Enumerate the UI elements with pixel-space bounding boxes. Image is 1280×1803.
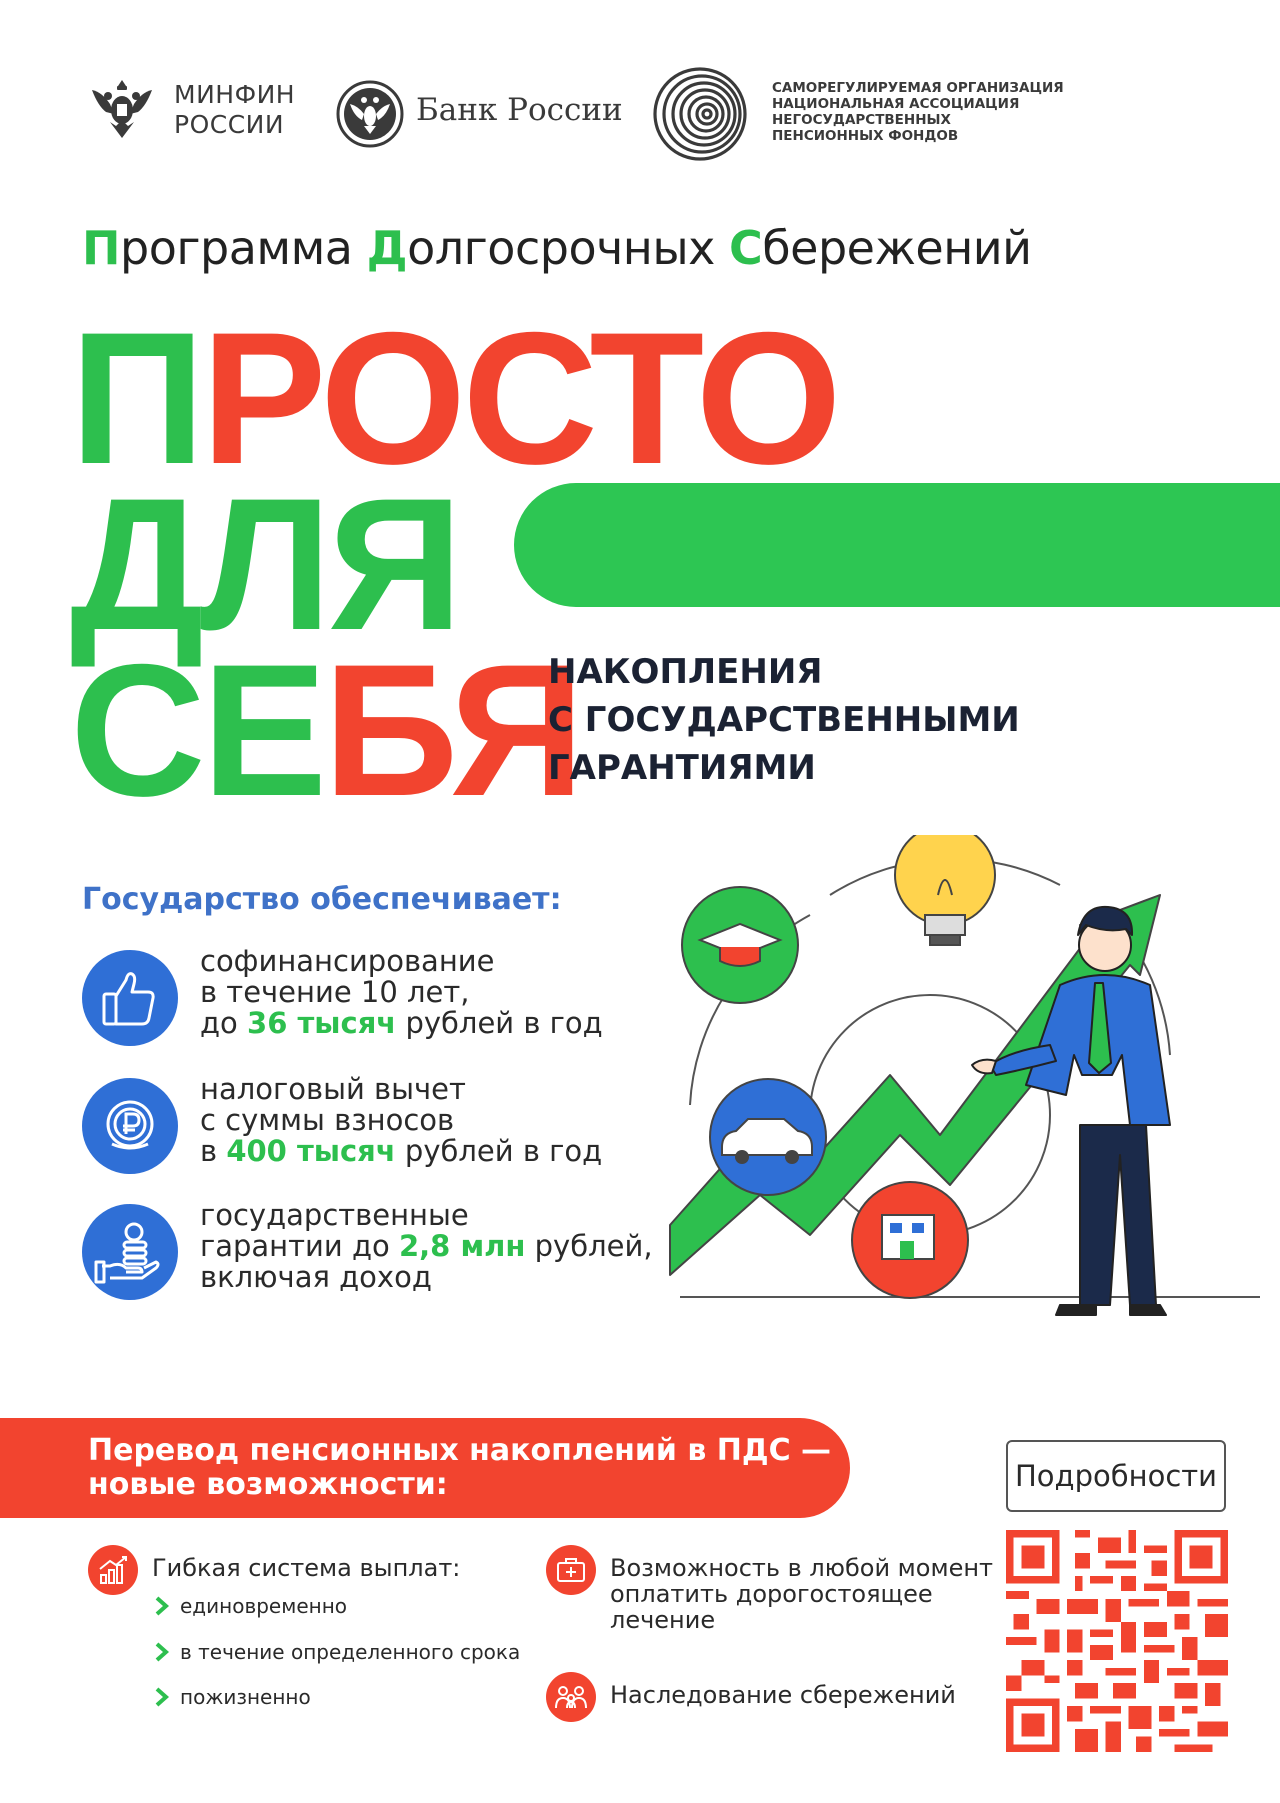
- benefit-text-part: в: [200, 1134, 227, 1168]
- sro-line: НЕГОСУДАРСТВЕННЫХ: [772, 112, 951, 128]
- treatment-line: оплатить дорогостоящее: [610, 1580, 933, 1608]
- payment-option: [180, 1594, 347, 1618]
- headline-word: РОСТО: [201, 293, 838, 503]
- minfin-logo-text: [174, 80, 295, 140]
- benefit-text: [200, 946, 603, 1039]
- benefit-line: с суммы взносов: [200, 1103, 455, 1137]
- benefit-text-part: до: [200, 1006, 248, 1040]
- chevron-right-icon: [154, 1642, 170, 1662]
- program-subtitle: [82, 218, 1032, 278]
- payment-option-label: пожизненно: [180, 1685, 311, 1709]
- subtitle-initial: Д: [366, 221, 408, 275]
- family-icon: [546, 1672, 596, 1722]
- minfin-line2: РОССИИ: [174, 110, 285, 139]
- benefit-line: [200, 1231, 653, 1262]
- investor-illustration: [660, 835, 1260, 1355]
- sro-line: ПЕНСИОННЫХ ФОНДОВ: [772, 128, 959, 144]
- car-icon: [710, 1079, 826, 1195]
- sro-line: САМОРЕГУЛИРУЕМАЯ ОРГАНИЗАЦИЯ: [772, 80, 1064, 96]
- benefit-line: налоговый вычет: [200, 1072, 466, 1106]
- ruble-coin-icon: [82, 1078, 178, 1174]
- qr-code[interactable]: [1006, 1530, 1228, 1752]
- benefit-text-part: рублей,: [525, 1229, 653, 1263]
- benefit-line: [200, 1136, 602, 1167]
- headline-line2: [70, 459, 459, 669]
- subtitle-initial: С: [729, 221, 763, 275]
- benefit-state-guarantee: [82, 1198, 662, 1304]
- benefit-highlight: 36 тысяч: [247, 1006, 397, 1040]
- benefit-text-part: рублей в год: [396, 1006, 603, 1040]
- benefit-line: включая доход: [200, 1260, 432, 1294]
- payment-option: [180, 1640, 520, 1664]
- subtitle-word: рограмма: [120, 221, 367, 275]
- subtitle-initial: П: [82, 221, 120, 275]
- minfin-line1: МИНФИН: [174, 80, 296, 109]
- details-button[interactable]: Подробности: [1006, 1440, 1226, 1512]
- benefit-icon-circle: [82, 1204, 178, 1300]
- subtitle-word: бережений: [762, 221, 1032, 275]
- tagline-line: НАКОПЛЕНИЯ: [548, 652, 823, 692]
- thumbs-up-icon: [82, 950, 178, 1046]
- inheritance-feature: Наследование сбережений: [610, 1681, 956, 1709]
- benefit-text: [200, 1074, 602, 1167]
- family-icon-circle: [546, 1672, 596, 1722]
- treatment-feature: [610, 1555, 993, 1633]
- state-provides-title: Государство обеспечивает:: [82, 882, 562, 917]
- graduation-cap-icon: [682, 887, 798, 1003]
- tagline-line: С ГОСУДАРСТВЕННЫМИ: [548, 700, 1020, 740]
- tagline: [548, 648, 1020, 792]
- bank-logo-text: Банк России: [416, 92, 623, 128]
- benefit-highlight: 2,8 млн: [398, 1229, 526, 1263]
- benefit-text: [200, 1200, 653, 1293]
- treatment-line: лечение: [610, 1606, 716, 1634]
- banner-text: [88, 1434, 831, 1502]
- benefit-icon-circle: [82, 950, 178, 1046]
- flexible-payments-title: Гибкая система выплат:: [152, 1554, 461, 1582]
- headline-line3: [70, 625, 581, 835]
- payment-option-label: единовременно: [180, 1594, 348, 1618]
- banner-line: Перевод пенсионных накоплений в ПДС —: [88, 1433, 832, 1468]
- sro-line: НАЦИОНАЛЬНАЯ АССОЦИАЦИЯ: [772, 96, 1020, 112]
- benefit-icon-circle: [82, 1078, 178, 1174]
- bank-eagle-emblem-icon: [336, 80, 404, 148]
- benefit-line: [200, 1008, 603, 1039]
- house-icon: [852, 1182, 968, 1298]
- benefit-line: софинансирование: [200, 944, 495, 978]
- medical-briefcase-icon-circle: [546, 1545, 596, 1595]
- light-bulb-icon: [895, 835, 995, 945]
- growth-chart-icon-circle: [88, 1545, 138, 1595]
- chevron-right-icon: [154, 1687, 170, 1707]
- payment-option: [180, 1685, 311, 1709]
- tagline-line: ГАРАНТИЯМИ: [548, 748, 816, 788]
- payment-option-label: в течение определенного срока: [180, 1640, 521, 1664]
- headline-word: ДЛЯ: [70, 459, 459, 669]
- growth-chart-icon: [88, 1545, 138, 1595]
- benefit-line: в течение 10 лет,: [200, 975, 470, 1009]
- banner-line: новые возможности:: [88, 1467, 448, 1502]
- headline-line1: [70, 293, 838, 503]
- hand-coins-icon: [82, 1204, 178, 1300]
- subtitle-word: олгосрочных: [407, 221, 730, 275]
- benefit-line: государственные: [200, 1198, 469, 1232]
- treatment-line: Возможность в любой момент: [610, 1554, 994, 1582]
- spiral-logo-icon: [652, 66, 748, 162]
- benefit-highlight: 400 тысяч: [226, 1134, 396, 1168]
- double-headed-eagle-icon: [84, 74, 160, 144]
- benefit-text-part: гарантии до: [200, 1229, 399, 1263]
- benefit-cofinancing: [82, 944, 662, 1050]
- benefit-text-part: рублей в год: [395, 1134, 603, 1168]
- pension-transfer-banner: [0, 1418, 850, 1518]
- benefit-tax-deduction: [82, 1072, 662, 1178]
- chevron-right-icon: [154, 1596, 170, 1616]
- headline-word: БЯ: [323, 625, 581, 835]
- medical-briefcase-icon: [546, 1545, 596, 1595]
- headline-initial: П: [70, 293, 202, 503]
- headline-initial: СЕ: [70, 625, 324, 835]
- sro-logo-text: [772, 80, 1102, 144]
